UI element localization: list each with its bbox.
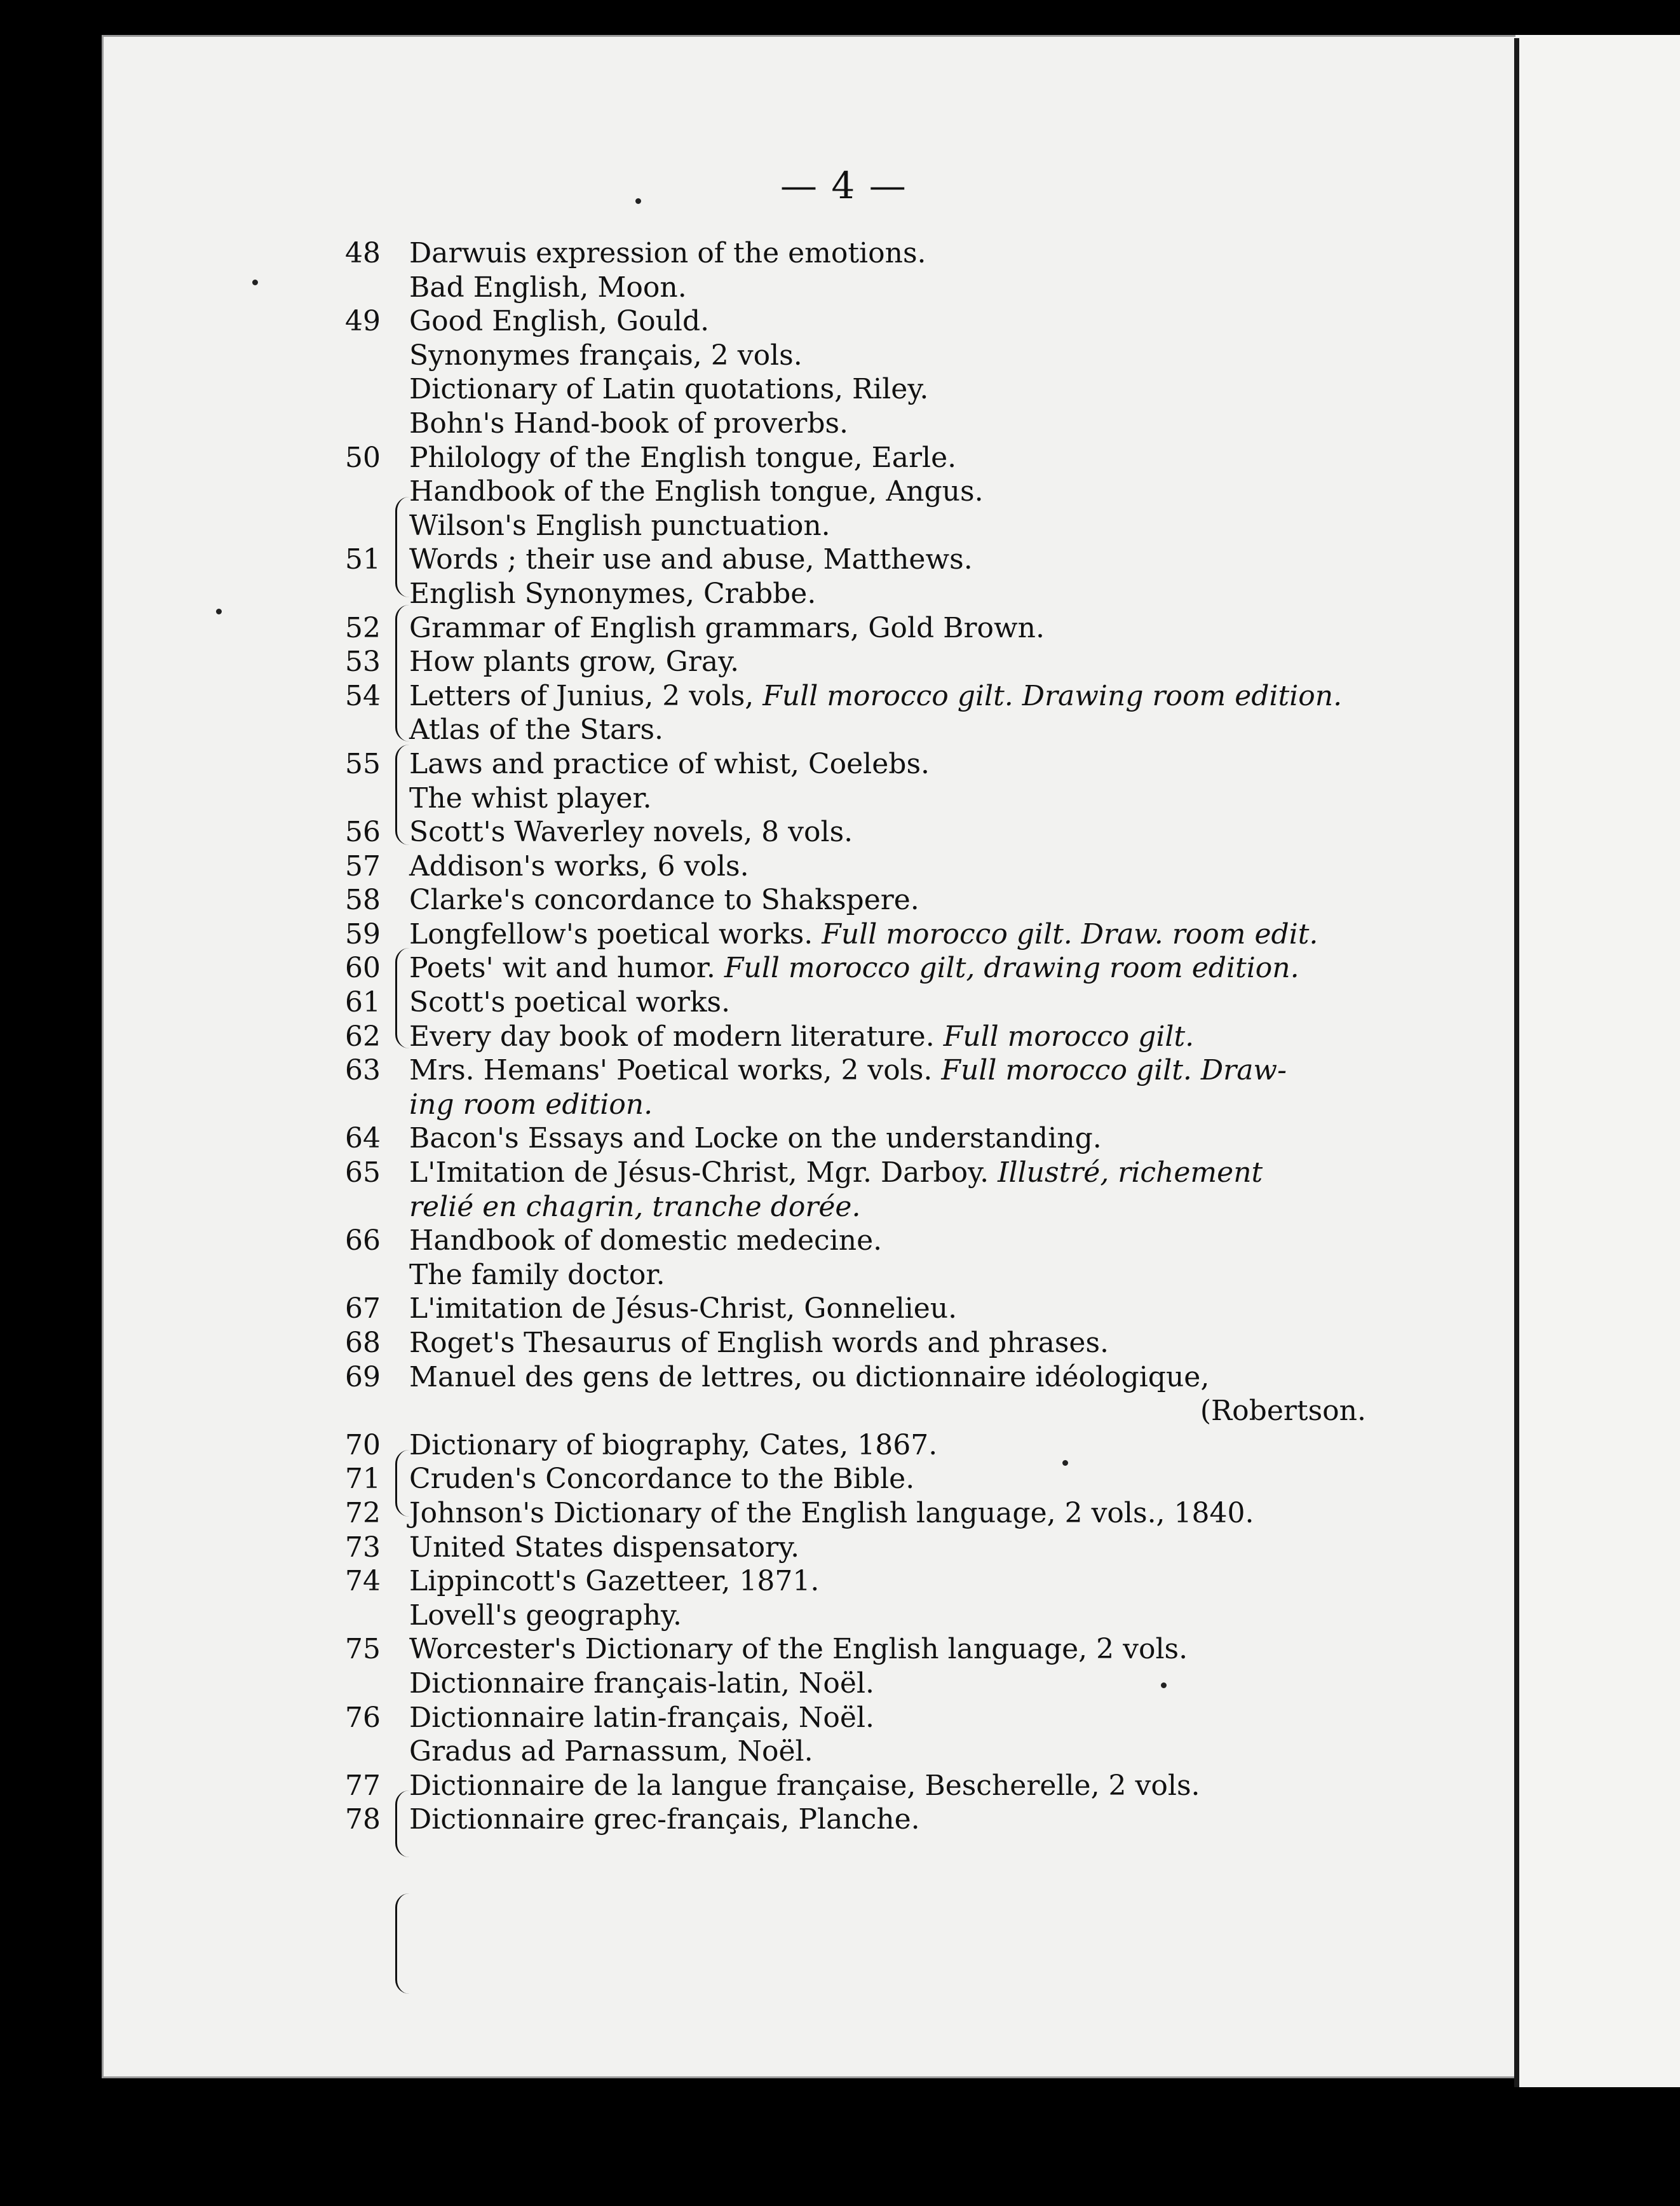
catalog-entry (343, 1531, 1436, 1565)
entry-continuation: (Robertson. (1200, 1395, 1366, 1428)
entry-text (409, 441, 956, 475)
entry-title: Bad English, Moon. (409, 271, 687, 304)
catalog-entry (343, 1121, 1436, 1156)
entry-title: Handbook of the English tongue, Angus. (409, 475, 984, 508)
catalog-entry (343, 782, 1436, 816)
entry-title: Dictionnaire français-latin, Noël. (409, 1667, 875, 1700)
entry-number: 71 (345, 1463, 381, 1496)
entry-text (409, 1462, 914, 1496)
catalog-entry (343, 849, 1436, 884)
catalog-entry (343, 1701, 1436, 1735)
entry-number: 70 (345, 1428, 381, 1461)
catalog-entry (343, 1735, 1436, 1769)
catalog-entry (343, 1803, 1436, 1837)
entry-number: 57 (345, 849, 381, 883)
speck (635, 198, 641, 204)
entry-title: The family doctor. (409, 1258, 665, 1291)
entry-text (409, 1599, 682, 1633)
entry-title: Grammar of English grammars, Gold Brown. (409, 611, 1045, 644)
entry-title: Darwuis expression of the emotions. (409, 237, 926, 269)
entry-title: L'imitation de Jésus-Christ, Gonnelieu. (409, 1292, 958, 1325)
entry-title: L'Imitation de Jésus-Christ, Mgr. Darboy. (409, 1156, 989, 1189)
catalog-entry (343, 509, 1436, 543)
entry-note: Full morocco gilt. (943, 1020, 1195, 1053)
entry-title: Every day book of modern literature. (409, 1020, 935, 1053)
entry-text (409, 1701, 874, 1735)
entry-text (409, 679, 1342, 714)
entry-text (409, 1224, 882, 1258)
entry-text (409, 509, 830, 543)
catalog-entry (343, 917, 1436, 952)
entry-title: Worcester's Dictionary of the English language, 2 vols. (409, 1633, 1188, 1666)
entry-number: 65 (345, 1156, 381, 1189)
entry-text (409, 849, 749, 884)
entry-title: Lippincott's Gazetteer, 1871. (409, 1565, 820, 1598)
entry-number: 58 (345, 884, 381, 917)
entry-text (409, 1735, 813, 1769)
adjacent-page-edge (1515, 35, 1680, 2087)
catalog-entry (343, 577, 1436, 611)
entry-title: How plants grow, Gray. (409, 646, 740, 679)
entry-text (409, 407, 848, 441)
catalog-entry (343, 1599, 1436, 1633)
entry-number: 76 (345, 1701, 381, 1734)
catalog-entry (343, 1088, 1436, 1122)
entry-title: Cruden's Concordance to the Bible. (409, 1463, 915, 1496)
entry-number: 56 (345, 816, 381, 849)
entry-title: Dictionnaire de la langue française, Bescherelle, 2 vols. (409, 1769, 1200, 1802)
catalog-entry (343, 1190, 1436, 1224)
entry-text (409, 1428, 937, 1463)
entry-title: The whist player. (409, 782, 652, 815)
entry-title: Gradus ad Parnassum, Noël. (409, 1735, 813, 1768)
entry-number: 49 (345, 305, 381, 338)
entry-number: 55 (345, 747, 381, 780)
entry-text (409, 917, 1318, 952)
catalog-entry (343, 1564, 1436, 1599)
catalog-entry (343, 611, 1436, 646)
entry-title: English Synonymes, Crabbe. (409, 577, 816, 610)
entry-title: Dictionary of biography, Cates, 1867. (409, 1428, 938, 1461)
entry-text (409, 1121, 1102, 1156)
catalog-entry (343, 1769, 1436, 1803)
entry-title: Clarke's concordance to Shakspere. (409, 884, 919, 917)
entry-text (409, 782, 652, 816)
catalog-entry (343, 1156, 1436, 1190)
catalog-entry (343, 271, 1436, 305)
entry-text (409, 1088, 653, 1122)
entry-text (409, 1769, 1200, 1803)
entry-text (409, 883, 919, 917)
entry-note: Full morocco gilt. Draw- (941, 1054, 1287, 1087)
entry-number: 62 (345, 1020, 381, 1053)
entry-text (409, 1531, 799, 1565)
entry-text (409, 304, 709, 339)
entry-number: 64 (345, 1122, 381, 1155)
entry-number: 53 (345, 646, 381, 679)
catalog-entry (343, 1632, 1436, 1667)
entry-text (409, 1564, 819, 1599)
entry-title: Laws and practice of whist, Coelebs. (409, 747, 930, 780)
catalog-entry (343, 441, 1436, 475)
entry-number: 48 (345, 237, 381, 269)
entry-text (409, 577, 816, 611)
catalog-entry (343, 372, 1436, 407)
entry-number: 69 (345, 1360, 381, 1393)
entry-title: Dictionnaire latin-français, Noël. (409, 1701, 875, 1734)
entry-title: Lovell's geography. (409, 1599, 682, 1632)
entry-title: Dictionnaire grec-français, Planche. (409, 1803, 920, 1836)
catalog-entry (343, 543, 1436, 577)
catalog-entry (343, 1667, 1436, 1701)
catalog-entry (343, 1258, 1436, 1292)
entry-number: 50 (345, 441, 381, 474)
entry-number: 54 (345, 679, 381, 712)
entry-number: 67 (345, 1292, 381, 1325)
entry-text (409, 1292, 957, 1326)
catalog-entry (343, 1292, 1436, 1326)
entry-text (409, 543, 973, 577)
entry-title: Scott's poetical works. (409, 986, 731, 1019)
entry-title: Scott's Waverley novels, 8 vols. (409, 816, 853, 849)
entry-text (409, 985, 730, 1020)
entry-title: Mrs. Hemans' Poetical works, 2 vols. (409, 1054, 933, 1087)
entry-text (409, 1632, 1188, 1667)
entry-number: 77 (345, 1769, 381, 1802)
catalog-entry (343, 645, 1436, 679)
speck (216, 609, 222, 614)
entry-text (409, 713, 663, 747)
entry-number: 59 (345, 917, 381, 951)
catalog-entry (343, 407, 1436, 441)
catalog-entry (343, 713, 1436, 747)
catalog-entry (343, 475, 1436, 509)
entry-text (409, 339, 803, 373)
entry-title: Words ; their use and abuse, Matthews. (409, 543, 973, 576)
catalog-entry (343, 951, 1436, 985)
entry-number: 66 (345, 1224, 381, 1257)
catalog-entry (343, 1020, 1436, 1054)
entry-number: 63 (345, 1054, 381, 1087)
entry-title: Dictionary of Latin quotations, Riley. (409, 373, 929, 406)
catalog-entry (343, 883, 1436, 917)
entry-text (409, 1156, 1263, 1190)
entry-note: relié en chagrin, tranche dorée. (409, 1190, 861, 1223)
entry-number: 72 (345, 1496, 381, 1529)
catalog-entry (343, 1360, 1436, 1395)
group-brace-76 (395, 1893, 411, 1994)
entry-number: 75 (345, 1633, 381, 1666)
binding-seam (1514, 38, 1519, 2087)
entry-text (409, 815, 853, 849)
catalog-entry (343, 1462, 1436, 1496)
catalog-entry (343, 236, 1436, 271)
page-number: — 4 — (780, 164, 907, 207)
entry-text (409, 372, 928, 407)
catalog-entry (343, 1053, 1436, 1088)
entry-number: 74 (345, 1565, 381, 1598)
entry-title: Wilson's English punctuation. (409, 509, 830, 542)
entry-title: Bohn's Hand-book of proverbs. (409, 407, 849, 440)
entry-text (409, 271, 687, 305)
entry-title: United States dispensatory. (409, 1531, 800, 1564)
entry-text (409, 611, 1045, 646)
catalog-entry (343, 747, 1436, 782)
entry-title: Poets' wit and humor. (409, 952, 715, 985)
catalog-entry (343, 1224, 1436, 1258)
entry-title: Bacon's Essays and Locke on the understanding. (409, 1122, 1102, 1155)
entry-text (409, 1326, 1109, 1360)
catalog-entry (343, 1428, 1436, 1463)
entry-text (409, 1053, 1287, 1088)
entry-title: Handbook of domestic medecine. (409, 1224, 883, 1257)
entry-text (409, 475, 984, 509)
entry-text (409, 1360, 1209, 1395)
entry-number: 61 (345, 986, 381, 1019)
entry-note: Illustré, richement (998, 1156, 1263, 1189)
entry-title: Addison's works, 6 vols. (409, 849, 749, 883)
catalog-entry (343, 1496, 1436, 1531)
catalog-entry (343, 339, 1436, 373)
entry-text (409, 1190, 860, 1224)
entry-note: Full morocco gilt. Drawing room edition. (762, 679, 1343, 712)
entry-number: 73 (345, 1531, 381, 1564)
entry-title: Good English, Gould. (409, 305, 710, 338)
entry-text (409, 1803, 920, 1837)
entry-number: 51 (345, 543, 381, 576)
entry-title: Manuel des gens de lettres, ou dictionnaire idéologique, (409, 1360, 1210, 1393)
entry-title: Roget's Thesaurus of English words and phrases. (409, 1327, 1109, 1359)
entry-text (409, 1667, 874, 1701)
entry-text (409, 951, 1299, 985)
entry-text (409, 1258, 665, 1292)
entry-note: Full morocco gilt. Draw. room edit. (822, 917, 1318, 951)
entry-number: 52 (345, 611, 381, 644)
catalog-entry (343, 1394, 1436, 1428)
entry-title: Johnson's Dictionary of the English language, 2 vols., 1840. (409, 1496, 1254, 1529)
entry-text (409, 747, 930, 782)
entry-title: Longfellow's poetical works. (409, 917, 813, 951)
catalog-entry (343, 679, 1436, 714)
catalog-list (343, 236, 1436, 1837)
entry-text (409, 1496, 1254, 1531)
entry-text (409, 1020, 1194, 1054)
catalog-entry (343, 815, 1436, 849)
entry-number: 68 (345, 1327, 381, 1359)
speck (252, 280, 258, 285)
catalog-entry (343, 985, 1436, 1020)
catalog-entry (343, 304, 1436, 339)
entry-title: Synonymes français, 2 vols. (409, 339, 803, 372)
catalog-entry (343, 1326, 1436, 1360)
entry-note: ing room edition. (409, 1088, 653, 1121)
entry-title: Atlas of the Stars. (409, 714, 664, 747)
entry-title: Letters of Junius, 2 vols, (409, 679, 754, 712)
entry-note: Full morocco gilt, drawing room edition. (724, 952, 1299, 985)
entry-number: 78 (345, 1803, 381, 1836)
entry-number: 60 (345, 952, 381, 985)
entry-title: Philology of the English tongue, Earle. (409, 441, 957, 474)
entry-text (409, 236, 926, 271)
entry-text (409, 645, 739, 679)
